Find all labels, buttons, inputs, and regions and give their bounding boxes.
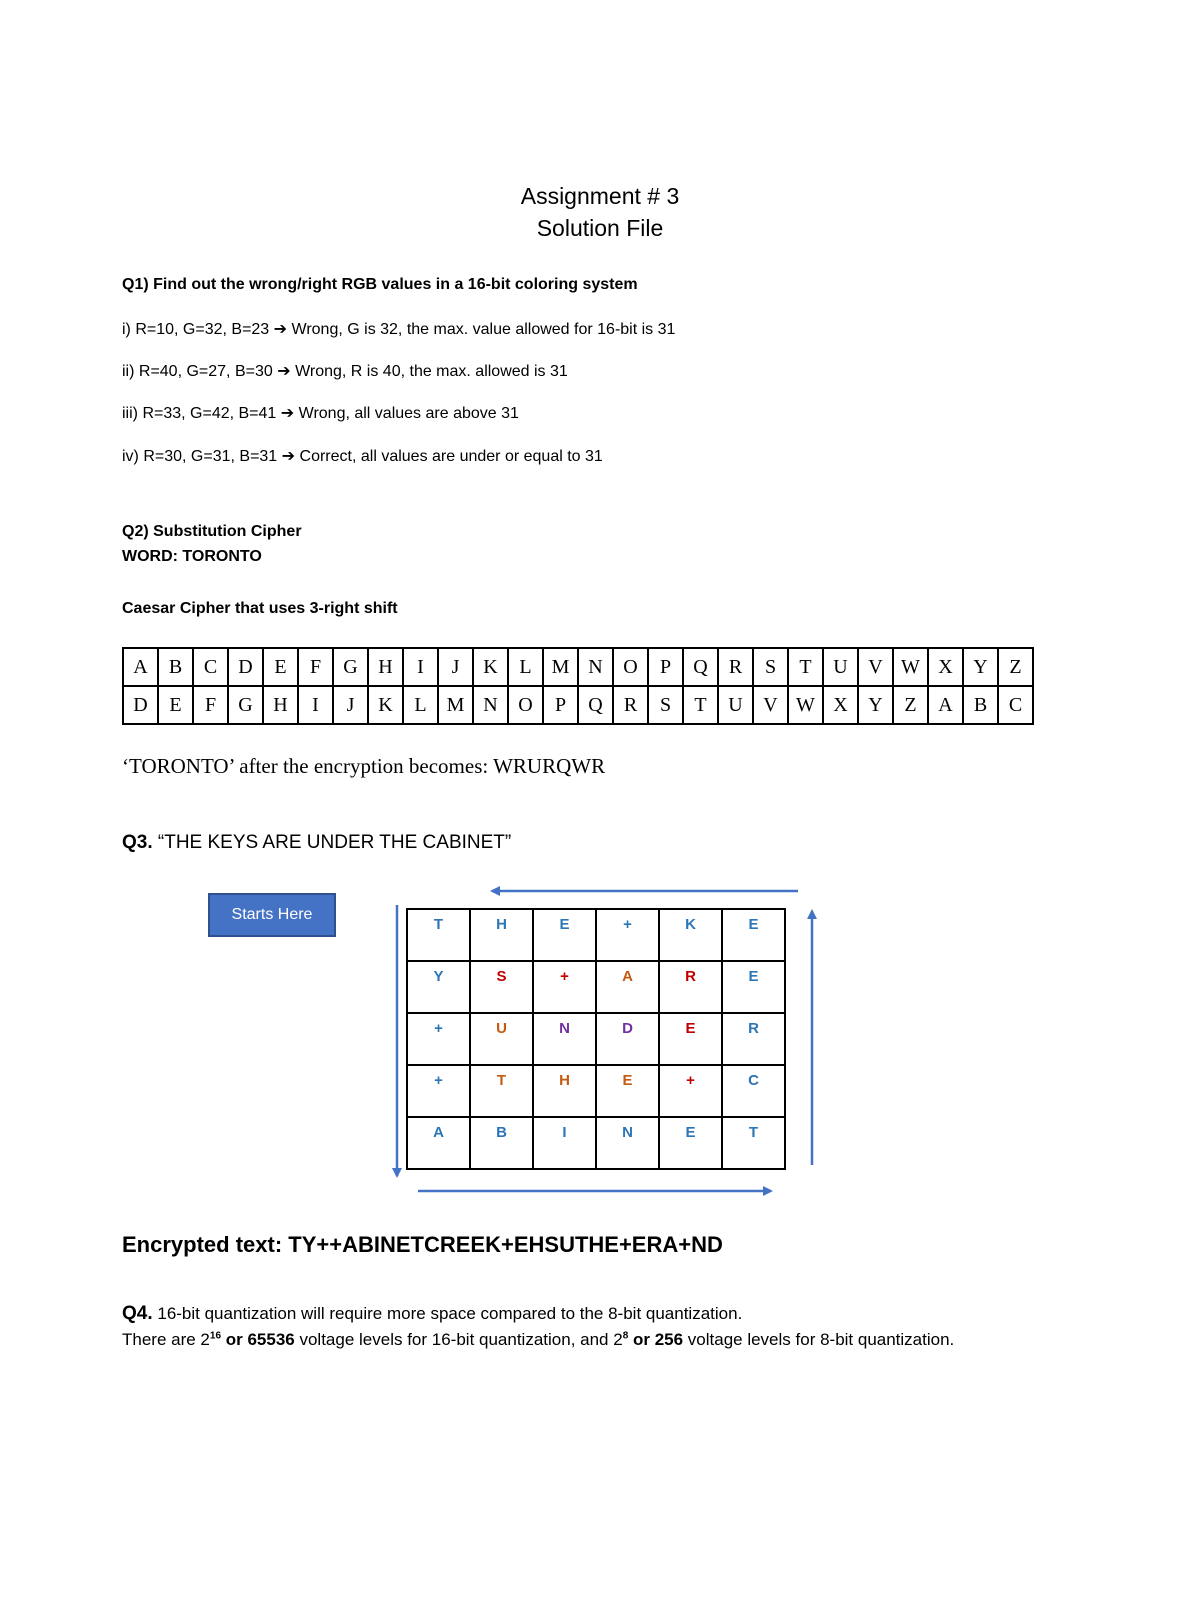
grid-cell: + — [407, 1013, 470, 1065]
plain-letter-cell: M — [543, 648, 578, 686]
q4-text: voltage levels for 8-bit quantization. — [683, 1330, 955, 1349]
grid-cell: H — [533, 1065, 596, 1117]
plain-letter-cell: G — [333, 648, 368, 686]
shifted-letter-cell: B — [963, 686, 998, 724]
plain-letter-cell: B — [158, 648, 193, 686]
grid-cell: E — [596, 1065, 659, 1117]
q4-text: voltage levels for 16-bit quantization, and 2 — [294, 1330, 623, 1349]
shifted-letter-cell: Q — [578, 686, 613, 724]
q3-label: Q3. — [122, 832, 153, 853]
shifted-letter-cell: G — [228, 686, 263, 724]
grid-cell: T — [407, 909, 470, 961]
plain-letter-cell: E — [263, 648, 298, 686]
grid-cell: H — [470, 909, 533, 961]
shifted-letter-cell: M — [438, 686, 473, 724]
q1-heading: Q1) Find out the wrong/right RGB values in a 16-bit coloring system — [122, 276, 638, 293]
q4-exponent: 16 — [209, 1330, 222, 1342]
starts-here-box: Starts Here — [208, 893, 336, 937]
grid-cell: E — [659, 1013, 722, 1065]
q2-heading: Q2) Substitution Cipher — [122, 523, 302, 540]
shifted-letter-cell: O — [508, 686, 543, 724]
page-subtitle: Solution File — [536, 215, 664, 241]
grid-cell: T — [722, 1117, 785, 1169]
grid-cell: + — [533, 961, 596, 1013]
q1-item-values: i) R=10, G=32, B=23 — [122, 321, 270, 338]
plain-letter-cell: S — [753, 648, 788, 686]
grid-cell: A — [596, 961, 659, 1013]
grid-cell: E — [659, 1117, 722, 1169]
grid-cell: K — [659, 909, 722, 961]
grid-cell: B — [470, 1117, 533, 1169]
shifted-letter-cell: Z — [893, 686, 928, 724]
q1-item-answer: Wrong, R is 40, the max. allowed is 31 — [295, 363, 568, 380]
shifted-letter-cell: C — [998, 686, 1033, 724]
q4-statement: 16-bit quantization will require more space compared to the 8-bit quantization. — [157, 1304, 743, 1323]
grid-cell: E — [533, 909, 596, 961]
shifted-letter-cell: V — [753, 686, 788, 724]
shifted-letter-cell: H — [263, 686, 298, 724]
plain-letter-cell: T — [788, 648, 823, 686]
shifted-letter-cell: X — [823, 686, 858, 724]
page-title: Assignment # 3 — [520, 183, 680, 209]
encrypted-label: Encrypted text: — [122, 1232, 283, 1257]
right-arrow-icon: ➔ — [280, 405, 295, 422]
shifted-letter-cell: S — [648, 686, 683, 724]
encrypted-text — [122, 1232, 723, 1258]
grid-cell: T — [470, 1065, 533, 1117]
grid-cell: R — [722, 1013, 785, 1065]
shifted-letter-cell: R — [613, 686, 648, 724]
grid-cell: E — [722, 909, 785, 961]
route-cipher-grid — [406, 908, 786, 1170]
q4-text: There are 2 — [122, 1330, 210, 1349]
q2-result: ‘TORONTO’ after the encryption becomes: WRURQWR — [122, 754, 606, 778]
shifted-letter-cell: K — [368, 686, 403, 724]
shifted-letter-cell: T — [683, 686, 718, 724]
grid-cell: Y — [407, 961, 470, 1013]
q2-cipher-label: Caesar Cipher that uses 3-right shift — [122, 600, 398, 617]
plain-letter-cell: K — [473, 648, 508, 686]
grid-cell: + — [659, 1065, 722, 1117]
plain-letter-cell: U — [823, 648, 858, 686]
right-arrow-icon: ➔ — [273, 321, 288, 338]
grid-cell: U — [470, 1013, 533, 1065]
grid-row — [407, 1013, 785, 1065]
grid-cell: E — [722, 961, 785, 1013]
plain-letter-cell: V — [858, 648, 893, 686]
shifted-letter-cell: E — [158, 686, 193, 724]
q4-label: Q4. — [122, 1303, 153, 1324]
plain-letter-cell: L — [508, 648, 543, 686]
q2-word: WORD: TORONTO — [122, 548, 262, 565]
plain-letter-cell: D — [228, 648, 263, 686]
plain-letter-cell: J — [438, 648, 473, 686]
grid-cell: + — [596, 909, 659, 961]
plain-letter-cell: X — [928, 648, 963, 686]
plain-letter-cell: N — [578, 648, 613, 686]
plain-letter-cell: Y — [963, 648, 998, 686]
q1-item-values: iv) R=30, G=31, B=31 — [122, 448, 278, 465]
shifted-letter-cell: A — [928, 686, 963, 724]
plain-letter-cell: H — [368, 648, 403, 686]
q1-item-answer: Wrong, G is 32, the max. value allowed for 16-bit is 31 — [291, 321, 676, 338]
grid-cell: S — [470, 961, 533, 1013]
shifted-letter-cell: P — [543, 686, 578, 724]
shifted-letter-cell: U — [718, 686, 753, 724]
encrypted-value: TY++ABINETCREEK+EHSUTHE+ERA+ND — [288, 1232, 723, 1257]
shifted-letter-cell: L — [403, 686, 438, 724]
q1-item-answer: Wrong, all values are above 31 — [298, 405, 519, 422]
right-arrow-icon: ➔ — [277, 363, 291, 380]
grid-cell: + — [407, 1065, 470, 1117]
grid-cell: R — [659, 961, 722, 1013]
grid-row — [407, 1065, 785, 1117]
q3-sentence: “THE KEYS ARE UNDER THE CABINET” — [157, 832, 512, 853]
shifted-letter-cell: W — [788, 686, 823, 724]
shifted-letter-cell: D — [123, 686, 158, 724]
grid-cell: N — [533, 1013, 596, 1065]
q1-item-answer: Correct, all values are under or equal to 31 — [299, 448, 603, 465]
q4-line-1 — [122, 1303, 742, 1325]
plain-letter-cell: Z — [998, 648, 1033, 686]
q4-line-2 — [122, 1330, 954, 1350]
grid-cell: N — [596, 1117, 659, 1169]
right-arrow-icon: ➔ — [281, 448, 296, 465]
grid-row — [407, 909, 785, 961]
grid-row — [407, 1117, 785, 1169]
grid-cell: A — [407, 1117, 470, 1169]
plain-letter-cell: Q — [683, 648, 718, 686]
q4-levels-16: or 65536 — [221, 1330, 295, 1349]
grid-cell: C — [722, 1065, 785, 1117]
q1-item-values: ii) R=40, G=27, B=30 — [122, 363, 273, 380]
shifted-letter-cell: Y — [858, 686, 893, 724]
shifted-letter-cell: J — [333, 686, 368, 724]
plain-letter-cell: A — [123, 648, 158, 686]
q4-exponent: 8 — [622, 1330, 629, 1342]
q4-levels-8: or 256 — [628, 1330, 684, 1349]
shifted-letter-cell: N — [473, 686, 508, 724]
grid-cell: I — [533, 1117, 596, 1169]
grid-cell: D — [596, 1013, 659, 1065]
plain-letter-cell: C — [193, 648, 228, 686]
plain-letter-cell: I — [403, 648, 438, 686]
shifted-letter-cell: I — [298, 686, 333, 724]
q1-item-values: iii) R=33, G=42, B=41 — [122, 405, 277, 422]
plain-letter-cell: R — [718, 648, 753, 686]
plain-letter-cell: F — [298, 648, 333, 686]
plain-letter-cell: P — [648, 648, 683, 686]
shifted-letter-cell: F — [193, 686, 228, 724]
plain-letter-cell: W — [893, 648, 928, 686]
plain-letter-cell: O — [613, 648, 648, 686]
grid-row — [407, 961, 785, 1013]
